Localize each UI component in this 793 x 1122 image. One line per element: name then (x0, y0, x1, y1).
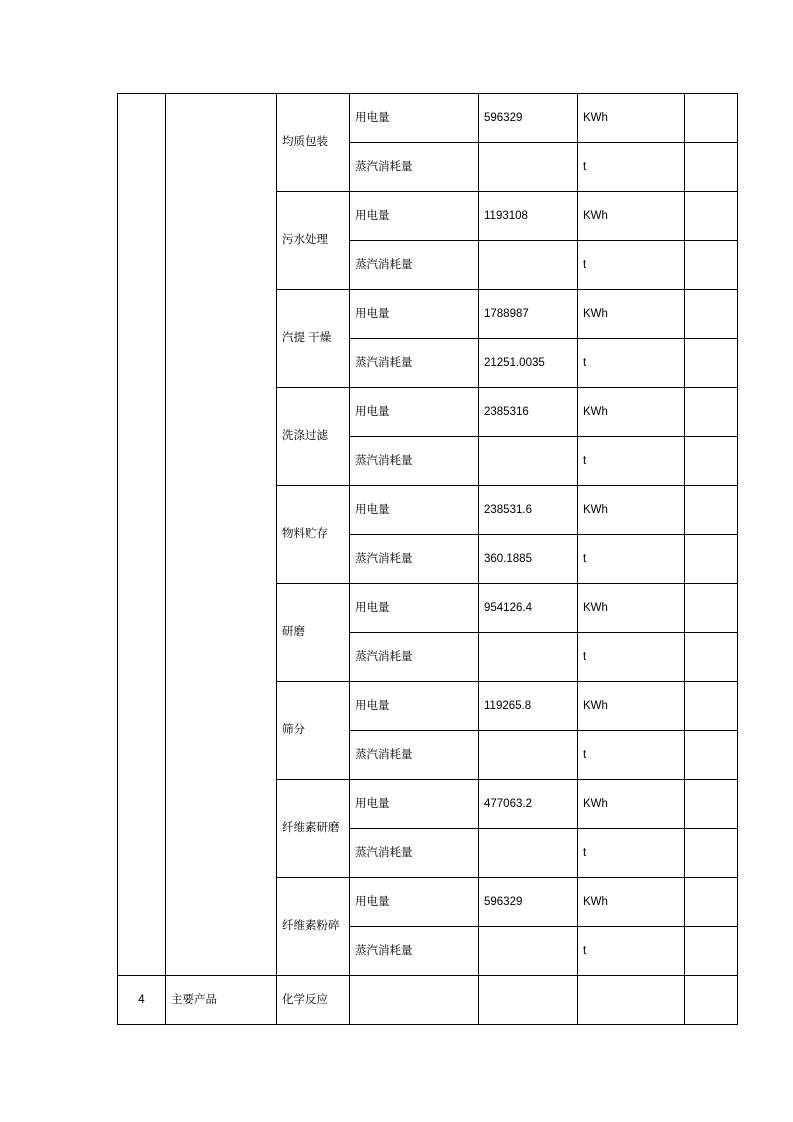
table-row-summary (118, 976, 738, 1025)
cell-note (685, 829, 738, 878)
cell-item: 蒸汽消耗量 (350, 143, 479, 192)
cell-note (685, 535, 738, 584)
cell-unit: t (578, 241, 685, 290)
cell-unit: KWh (578, 682, 685, 731)
table-row (118, 94, 738, 143)
cell-unit: t (578, 339, 685, 388)
cell-unit: t (578, 143, 685, 192)
cell-item: 用电量 (350, 388, 479, 437)
cell-stage: 纤维素粉碎 (277, 878, 350, 976)
cell-value (479, 829, 578, 878)
cell-stage: 研磨 (277, 584, 350, 682)
cell-value (479, 976, 578, 1025)
cell-unit: KWh (578, 584, 685, 633)
cell-stage: 污水处理 (277, 192, 350, 290)
cell-note (685, 241, 738, 290)
cell-note (685, 731, 738, 780)
cell-item (350, 976, 479, 1025)
cell-stage: 汽提 干燥 (277, 290, 350, 388)
cell-item: 蒸汽消耗量 (350, 927, 479, 976)
cell-value: 238531.6 (479, 486, 578, 535)
cell-item: 用电量 (350, 584, 479, 633)
cell-unit: t (578, 829, 685, 878)
cell-note (685, 143, 738, 192)
cell-note (685, 927, 738, 976)
cell-unit: KWh (578, 878, 685, 927)
cell-value (479, 437, 578, 486)
cell-value: 596329 (479, 878, 578, 927)
cell-unit: KWh (578, 486, 685, 535)
cell-item: 蒸汽消耗量 (350, 731, 479, 780)
cell-item: 蒸汽消耗量 (350, 437, 479, 486)
cell-note (685, 192, 738, 241)
cell-unit (578, 976, 685, 1025)
cell-stage: 洗涤过滤 (277, 388, 350, 486)
cell-unit: KWh (578, 290, 685, 339)
cell-item: 用电量 (350, 94, 479, 143)
cell-unit: t (578, 535, 685, 584)
cell-note (685, 94, 738, 143)
cell-value (479, 731, 578, 780)
cell-item: 用电量 (350, 192, 479, 241)
cell-note (685, 682, 738, 731)
cell-item: 用电量 (350, 878, 479, 927)
cell-value: 477063.2 (479, 780, 578, 829)
cell-name: 主要产品 (166, 976, 277, 1025)
cell-stage: 筛分 (277, 682, 350, 780)
cell-note (685, 388, 738, 437)
cell-note (685, 878, 738, 927)
cell-note (685, 584, 738, 633)
cell-note (685, 437, 738, 486)
cell-name-blank (166, 94, 277, 976)
cell-unit: t (578, 731, 685, 780)
cell-value: 360.1885 (479, 535, 578, 584)
cell-item: 蒸汽消耗量 (350, 633, 479, 682)
cell-item: 用电量 (350, 780, 479, 829)
cell-value: 1788987 (479, 290, 578, 339)
cell-item: 蒸汽消耗量 (350, 829, 479, 878)
cell-item: 蒸汽消耗量 (350, 339, 479, 388)
cell-value (479, 143, 578, 192)
cell-unit: KWh (578, 388, 685, 437)
cell-value: 2385316 (479, 388, 578, 437)
cell-stage: 化学反应 (277, 976, 350, 1025)
cell-value (479, 927, 578, 976)
energy-consumption-table-wrapper (117, 93, 679, 1025)
cell-index-blank (118, 94, 166, 976)
cell-item: 用电量 (350, 682, 479, 731)
cell-unit: KWh (578, 780, 685, 829)
energy-consumption-table (117, 93, 738, 1025)
cell-unit: t (578, 927, 685, 976)
cell-stage: 均质包装 (277, 94, 350, 192)
cell-unit: KWh (578, 192, 685, 241)
cell-note (685, 780, 738, 829)
cell-note (685, 633, 738, 682)
cell-value: 1193108 (479, 192, 578, 241)
cell-item: 用电量 (350, 290, 479, 339)
cell-value (479, 241, 578, 290)
cell-value: 596329 (479, 94, 578, 143)
cell-value: 21251.0035 (479, 339, 578, 388)
cell-note (685, 290, 738, 339)
cell-stage: 纤维素研磨 (277, 780, 350, 878)
cell-unit: t (578, 633, 685, 682)
cell-unit: KWh (578, 94, 685, 143)
cell-value (479, 633, 578, 682)
cell-value: 119265.8 (479, 682, 578, 731)
cell-value: 954126.4 (479, 584, 578, 633)
cell-unit: t (578, 437, 685, 486)
cell-note (685, 976, 738, 1025)
cell-stage: 物料贮存 (277, 486, 350, 584)
cell-item: 用电量 (350, 486, 479, 535)
cell-index: 4 (118, 976, 166, 1025)
cell-item: 蒸汽消耗量 (350, 241, 479, 290)
cell-item: 蒸汽消耗量 (350, 535, 479, 584)
cell-note (685, 339, 738, 388)
cell-note (685, 486, 738, 535)
